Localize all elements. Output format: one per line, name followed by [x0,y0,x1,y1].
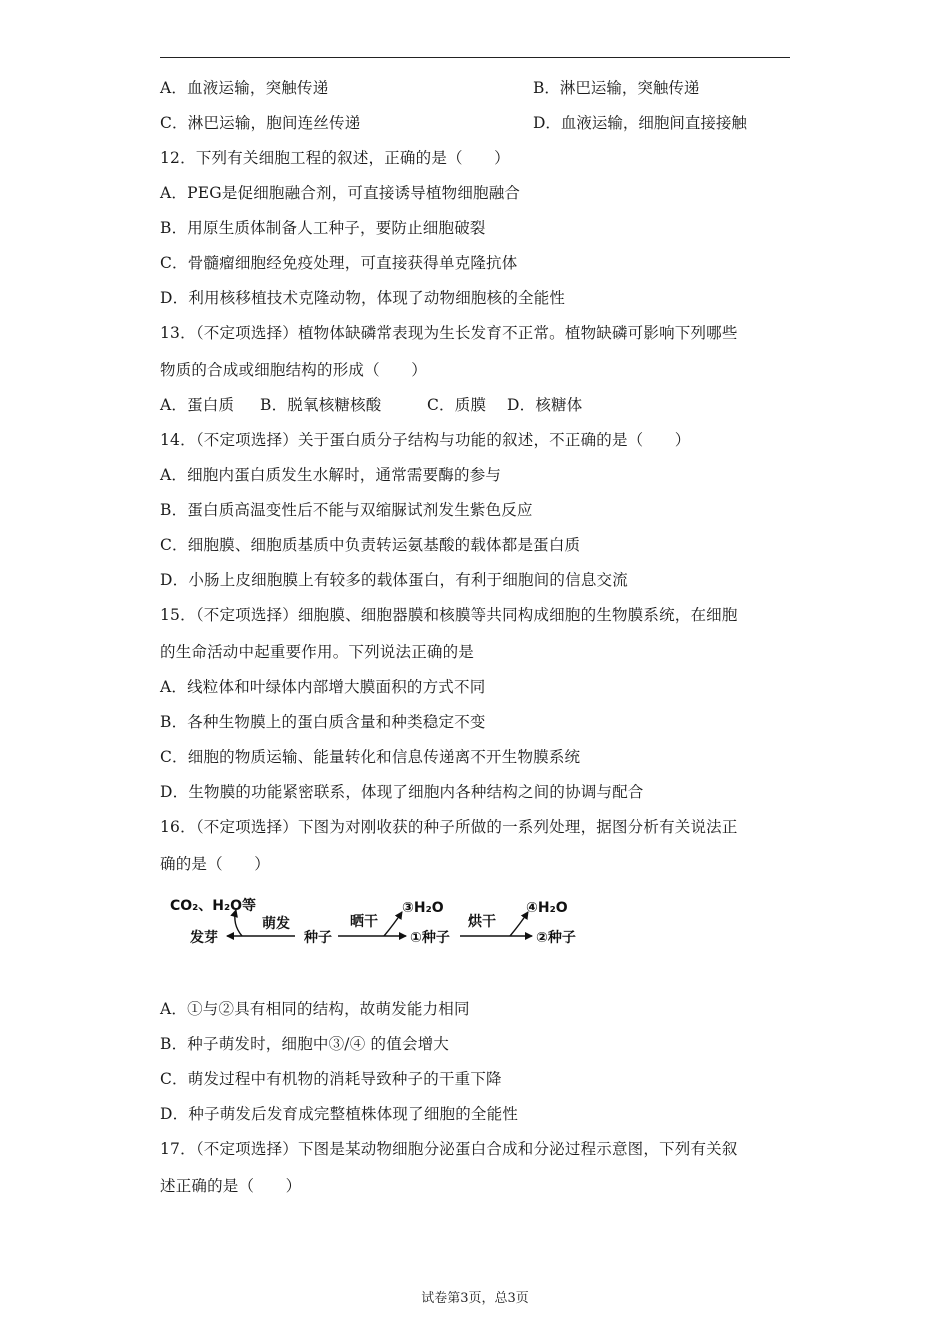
q11-option-d: D．血液运输，细胞间直接接触 [533,114,747,132]
q16-option-c: C．萌发过程中有机物的消耗导致种子的干重下降 [160,1070,502,1088]
diagram-co2-h2o-label: CO₂、H₂O等 [170,898,257,914]
q15-stem-line1: 15．（不定项选择）细胞膜、细胞器膜和核膜等共同构成细胞的生物膜系统，在细胞 [160,606,738,624]
q16-option-d: D．种子萌发后发育成完整植株体现了细胞的全能性 [160,1105,519,1123]
q14-option-b: B．蛋白质高温变性后不能与双缩脲试剂发生紫色反应 [160,501,533,519]
diagram-water4-label: ④H₂O [526,900,568,916]
q12-option-b: B．用原生质体制备人工种子，要防止细胞破裂 [160,219,486,237]
q15-option-c: C．细胞的物质运输、能量转化和信息传递离不开生物膜系统 [160,748,581,766]
diagram-seed2-label: ②种子 [536,930,576,946]
q13-stem-line2: 物质的合成或细胞结构的形成（ ） [160,361,427,379]
q12-stem: 12．下列有关细胞工程的叙述，正确的是（ ） [160,149,510,167]
diagram-water3-label: ③H₂O [402,900,444,916]
q13-option-b: B．脱氧核糖核酸 [260,396,382,414]
diagram-germinate-label: 萌发 [262,916,290,932]
diagram-water3-branch-arrow [384,912,402,936]
q16-option-a: A．①与②具有相同的结构，故萌发能力相同 [160,1000,470,1018]
q14-option-c: C．细胞膜、细胞质基质中负责转运氨基酸的载体都是蛋白质 [160,536,581,554]
q15-stem-line2: 的生命活动中起重要作用。下列说法正确的是 [160,643,475,661]
q12-option-c: C．骨髓瘤细胞经免疫处理，可直接获得单克隆抗体 [160,254,518,272]
diagram-oven-dry-label: 烘干 [468,914,496,930]
q17-stem-line1: 17．（不定项选择）下图是某动物细胞分泌蛋白合成和分泌过程示意图，下列有关叙 [160,1140,738,1158]
diagram-sprout-label: 发芽 [190,930,218,946]
diagram-seed1-label: ①种子 [410,930,450,946]
q15-option-d: D．生物膜的功能紧密联系，体现了细胞内各种结构之间的协调与配合 [160,783,644,801]
q16-option-b: B．种子萌发时，细胞中③/④ 的值会增大 [160,1035,450,1053]
q12-option-d: D．利用核移植技术克隆动物，体现了动物细胞核的全能性 [160,289,566,307]
diagram-seed-label: 种子 [304,930,332,946]
q11-option-c: C．淋巴运输，胞间连丝传递 [160,114,361,132]
page-footer: 试卷第3页，总3页 [421,1291,529,1306]
q13-option-c: C．质膜 [427,396,487,414]
q16-stem-line1: 16．（不定项选择）下图为对刚收获的种子所做的一系列处理，据图分析有关说法正 [160,818,738,836]
q16-stem-line2: 确的是（ ） [160,855,270,873]
q13-stem-line1: 13．（不定项选择）植物体缺磷常表现为生长发育不正常。植物缺磷可影响下列哪些 [160,324,738,342]
q13-option-a: A．蛋白质 [160,396,235,414]
q14-option-a: A．细胞内蛋白质发生水解时，通常需要酶的参与 [160,466,502,484]
q13-options [160,395,582,415]
seed-treatment-diagram [170,888,590,954]
q13-option-d: D．核糖体 [507,396,583,414]
q11-option-b: B．淋巴运输，突触传递 [533,79,700,97]
q15-option-a: A．线粒体和叶绿体内部增大膜面积的方式不同 [160,678,486,696]
q11-option-a: A．血液运输，突触传递 [160,79,329,97]
q12-option-a: A．PEG是促细胞融合剂，可直接诱导植物细胞融合 [160,184,521,202]
q17-stem-line2: 述正确的是（ ） [160,1177,302,1195]
diagram-sun-dry-label: 晒干 [350,914,378,930]
header-rule [160,57,790,58]
q15-option-b: B．各种生物膜上的蛋白质含量和种类稳定不变 [160,713,486,731]
q14-stem: 14．（不定项选择）关于蛋白质分子结构与功能的叙述，不正确的是（ ） [160,431,691,449]
q14-option-d: D．小肠上皮细胞膜上有较多的载体蛋白，有利于细胞间的信息交流 [160,571,628,589]
